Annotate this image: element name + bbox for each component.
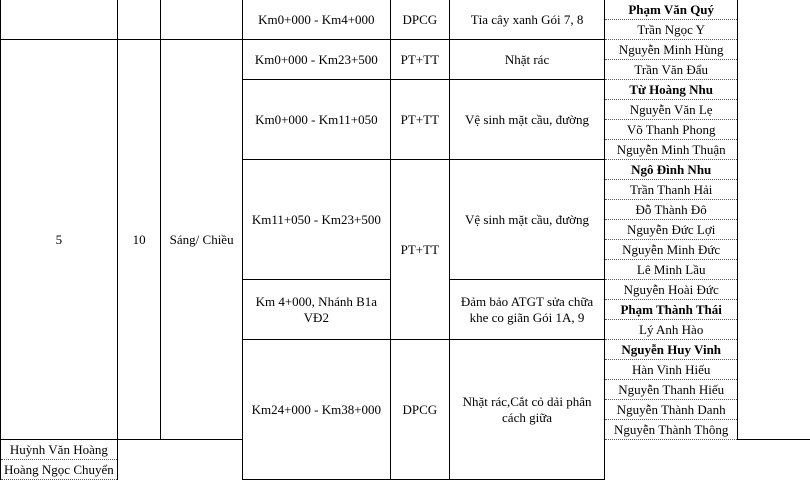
unit-cell: PT+TT (390, 40, 449, 80)
person-cell: Nguyễn Minh Đức (605, 240, 738, 260)
person-cell: Trần Văn Đẩu (605, 60, 738, 80)
unit-cell: PT+TT (390, 80, 449, 160)
task-cell: Vệ sinh mặt cầu, đường (449, 80, 604, 160)
person-cell: Đỗ Thành Đô (605, 200, 738, 220)
table-row (1, 40, 810, 60)
person-cell: Từ Hoàng Nhu (605, 80, 738, 100)
unit-cell: DPCG (390, 0, 449, 40)
person-cell: Hàn Vinh Hiếu (605, 360, 738, 380)
section-cell: Km 4+000, Nhánh B1a VĐ2 (242, 280, 390, 340)
person-cell: Lý Anh Hào (605, 320, 738, 340)
person-cell: Hoàng Ngọc Chuyển (1, 460, 118, 480)
person-cell: Nguyễn Hoài Đức (605, 280, 738, 300)
person-cell: Nguyễn Đức Lợi (605, 220, 738, 240)
person-cell: Phạm Thành Thái (605, 300, 738, 320)
person-cell: Huỳnh Văn Hoàng (1, 440, 118, 460)
person-cell: Nguyễn Minh Hùng (605, 40, 738, 60)
prev-shift-cell (161, 0, 242, 40)
person-cell: Lê Minh Lầu (605, 260, 738, 280)
shift-cell: Sáng/ Chiều (161, 40, 242, 440)
person-cell: Trần Ngọc Y (605, 20, 738, 40)
section-cell: Km0+000 - Km4+000 (242, 0, 390, 40)
stt-cell: 5 (1, 40, 118, 440)
section-cell: Km0+000 - Km11+050 (242, 80, 390, 160)
person-cell: Ngô Đình Nhu (605, 160, 738, 180)
prev-stt-cell (1, 0, 118, 40)
unit-cell: DPCG (390, 340, 449, 480)
task-cell: Nhặt rác,Cắt cỏ dải phân cách giữa (449, 340, 604, 480)
task-cell: Đảm bảo ATGT sửa chữa khe co giãn Gói 1A, 9 (449, 280, 604, 340)
schedule-body (1, 0, 810, 480)
unit-cell: PT+TT (390, 160, 449, 340)
blank-column (738, 0, 810, 440)
task-cell: Vệ sinh mặt cầu, đường (449, 160, 604, 280)
section-cell: Km0+000 - Km23+500 (242, 40, 390, 80)
person-cell: Nguyễn Văn Lẹ (605, 100, 738, 120)
person-cell: Nguyễn Huy Vinh (605, 340, 738, 360)
day-cell: 10 (117, 40, 161, 440)
task-cell: Nhặt rác (449, 40, 604, 80)
person-cell: Nguyễn Thanh Hiếu (605, 380, 738, 400)
person-cell: Nguyễn Thành Thông (605, 420, 738, 440)
person-cell: Võ Thanh Phong (605, 120, 738, 140)
table-row (1, 0, 810, 20)
task-cell: Tỉa cây xanh Gói 7, 8 (449, 0, 604, 40)
person-cell: Nguyễn Thành Danh (605, 400, 738, 420)
person-cell: Phạm Văn Quý (605, 0, 738, 20)
prev-day-cell (117, 0, 161, 40)
section-cell: Km24+000 - Km38+000 (242, 340, 390, 480)
section-cell: Km11+050 - Km23+500 (242, 160, 390, 280)
person-cell: Nguyễn Minh Thuận (605, 140, 738, 160)
person-cell: Trần Thanh Hải (605, 180, 738, 200)
